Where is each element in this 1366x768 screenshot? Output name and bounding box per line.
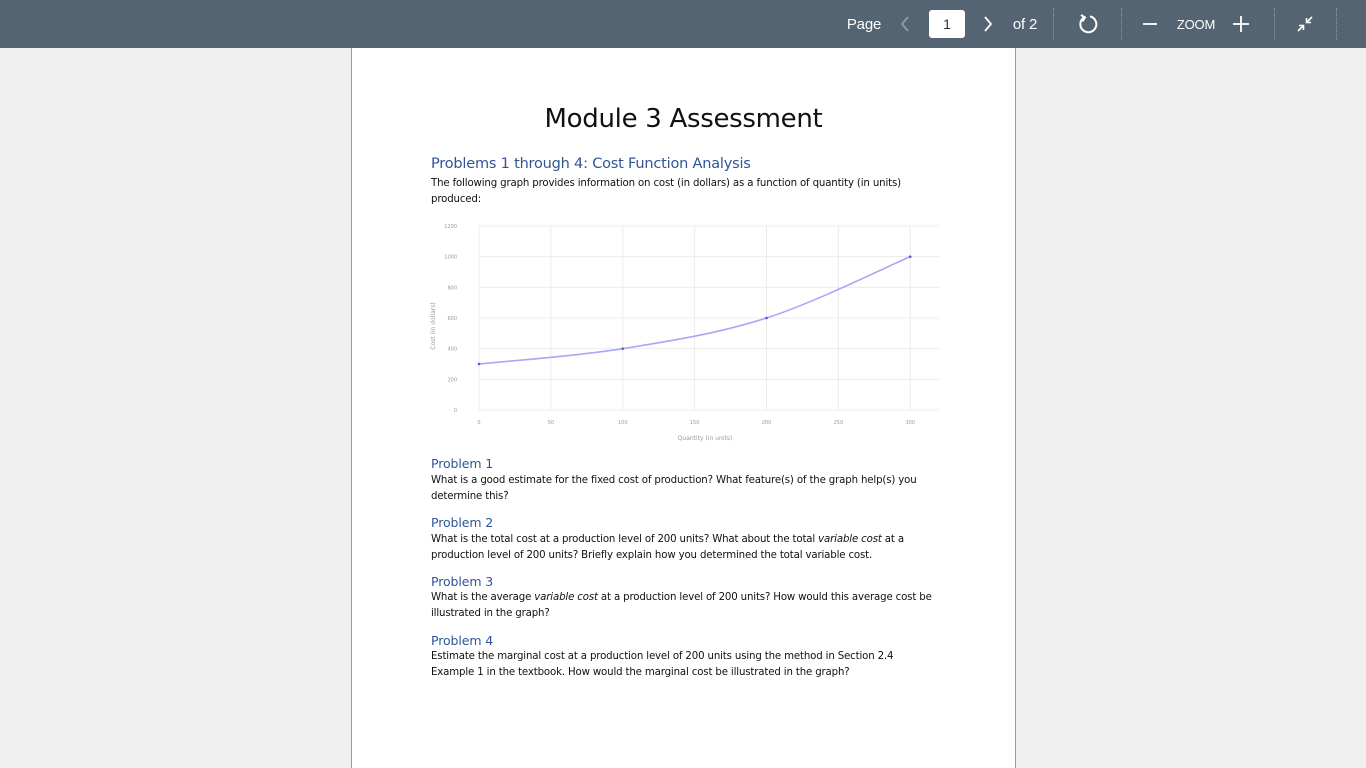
problem-2-text-b: at a production level of 200 units? Briefly explain how you determined the total variable cost.: [431, 534, 904, 561]
problem-2-text-a: What is the total cost at a production level of 200 units? What about the total: [431, 534, 819, 545]
prev-page-button[interactable]: [893, 0, 917, 48]
y-axis-label: Cost (in dollars): [430, 302, 437, 350]
data-point: [478, 363, 481, 366]
problem-2-text: [431, 532, 936, 564]
problem-3-text-b: at a production level of 200 units? How would this average cost be illustrated in the graph?: [431, 592, 932, 619]
collapse-icon: [1295, 14, 1315, 34]
problem-4-text: Estimate the marginal cost at a production level of 200 units using the method in Section 2.4 Example 1 in the textbook. How would the marginal cost be illustrated in the graph?: [431, 651, 894, 678]
problem-4-heading: Problem 4: [431, 633, 494, 648]
intro-paragraph: The following graph provides information on cost (in dollars) as a function of quantity (in units) produced:: [431, 178, 901, 205]
problem-3-heading: Problem 3: [431, 574, 494, 589]
x-tick-label: 300: [905, 420, 916, 426]
y-tick-label: 0: [453, 408, 457, 414]
document-title: Module 3 Assessment: [544, 104, 823, 134]
next-page-button[interactable]: [976, 0, 1000, 48]
toolbar-divider: [1121, 8, 1122, 40]
x-tick-label: 150: [689, 420, 700, 426]
x-tick-label: 0: [477, 420, 481, 426]
zoom-out-button[interactable]: [1138, 0, 1162, 48]
chart-svg: [424, 220, 944, 448]
problem-3-text: [431, 590, 936, 622]
zoom-label: ZOOM: [1176, 16, 1216, 32]
data-point: [621, 347, 624, 350]
toolbar-divider: [1274, 8, 1275, 40]
page-count-label: of 2: [1012, 15, 1038, 33]
zoom-in-button[interactable]: [1229, 0, 1253, 48]
y-tick-label: 200: [447, 377, 457, 384]
problem-2-emphasis: variable cost: [818, 534, 882, 545]
data-point: [909, 255, 912, 258]
x-tick-label: 50: [547, 420, 555, 426]
y-tick-label: 1000: [444, 254, 457, 261]
chevron-left-icon: [899, 15, 911, 33]
problem-2-heading: Problem 2: [431, 515, 494, 530]
problem-3-emphasis: variable cost: [534, 592, 598, 603]
problem-3-text-a: What is the average: [431, 592, 535, 603]
exit-fullscreen-button[interactable]: [1290, 0, 1320, 48]
y-tick-label: 800: [447, 285, 457, 292]
problem-1-heading: Problem 1: [431, 456, 494, 471]
cost-function-chart: [424, 220, 944, 448]
minus-icon: [1142, 16, 1158, 32]
x-tick-label: 100: [617, 420, 628, 426]
section-heading-part2: : Cost Function Analysis: [583, 156, 751, 172]
page-label: Page: [846, 15, 882, 33]
plus-icon: [1232, 15, 1250, 33]
pdf-toolbar: [0, 0, 1366, 48]
y-tick-label: 600: [447, 316, 457, 322]
section-heading: [431, 156, 751, 172]
data-point: [765, 317, 768, 320]
page-number-input[interactable]: [929, 10, 965, 38]
y-tick-label: 1200: [444, 224, 457, 230]
toolbar-divider: [1053, 8, 1054, 40]
x-tick-label: 250: [833, 420, 844, 426]
section-heading-part1: Problems 1 through 4: [431, 156, 584, 172]
problem-1-text: What is a good estimate for the fixed cost of production? What feature(s) of the graph help(s) you determine this?: [431, 475, 917, 502]
document-page: [351, 48, 1016, 768]
rotate-button[interactable]: [1072, 0, 1104, 48]
x-tick-label: 200: [761, 420, 772, 426]
chevron-right-icon: [982, 15, 994, 33]
rotate-icon: [1077, 13, 1099, 35]
toolbar-divider: [1336, 8, 1337, 40]
y-tick-label: 400: [447, 346, 457, 353]
x-axis-label: Quantity (in units): [677, 435, 733, 442]
